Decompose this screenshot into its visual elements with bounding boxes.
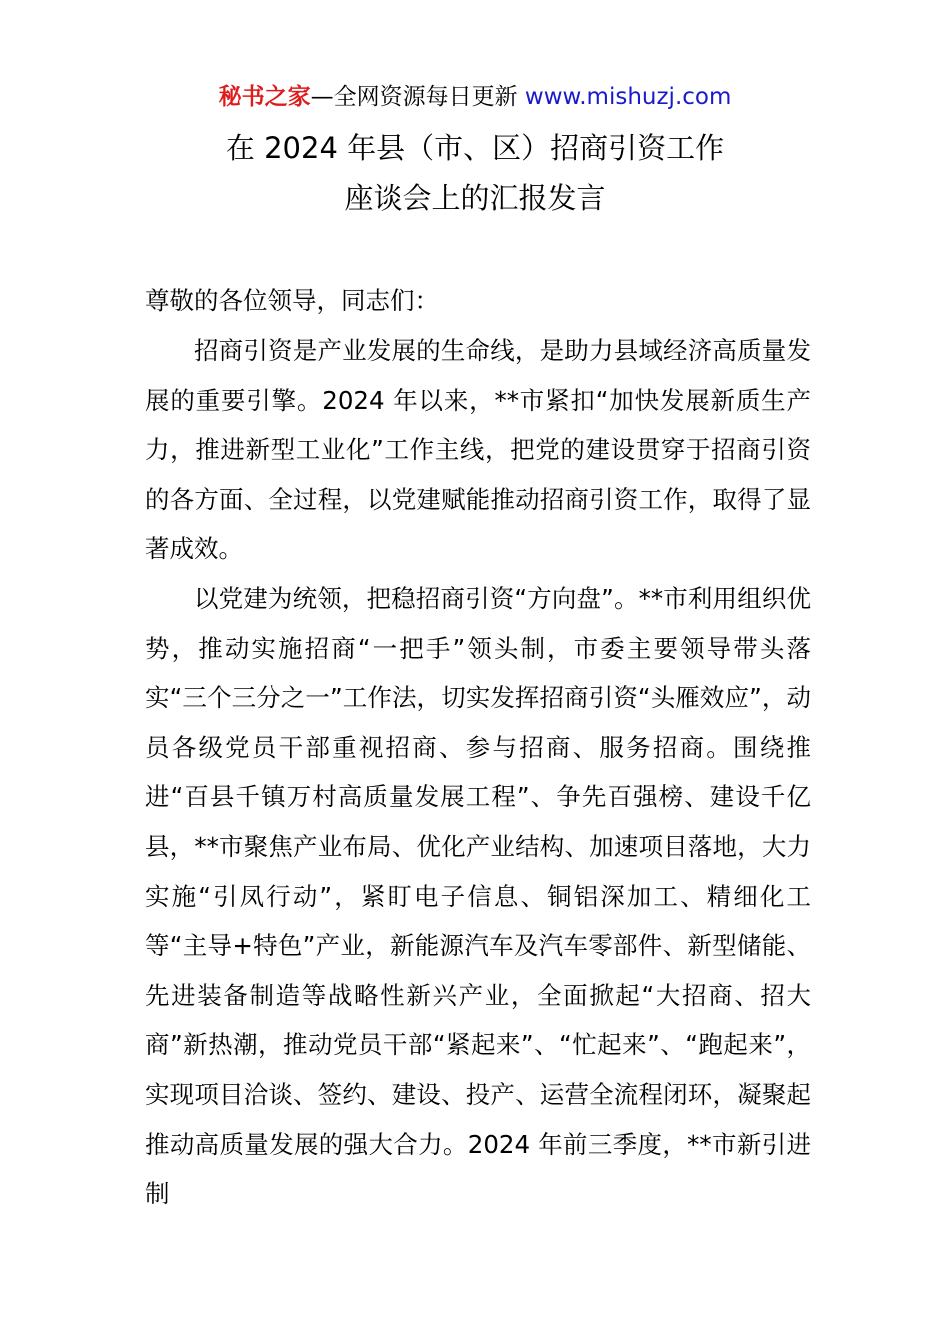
greeting: 尊敬的各位领导，同志们：: [145, 286, 439, 315]
document-title-line-2: 座谈会上的汇报发言: [344, 181, 606, 215]
document-title-line-1: 在 2024 年县（市、区）招商引资工作: [225, 131, 725, 165]
paragraph-2: 以党建为统领，把稳招商引资“方向盘”。**市利用组织优势，推动实施招商“一把手”领头制，市委主要领导带头落实“三个三分之一”工作法，切实发挥招商引资“头雁效应”，动员各级党员干部重视招商、参与招商、服务招商。围绕推进“百县千镇万村高质量发展工程”、争先百强榜、建设千亿县，**市聚焦产业布局、优化产业结构、加速项目落地，大力实施“引凤行动”，紧盯电子信息、铜铝深加工、精细化工等“主导+特色”产业，新能源汽车及汽车零部件、新型储能、先进装备制造等战略性新兴产业，全面掀起“大招商、招大商”新热潮，推动党员干部“紧起来”、“忙起来”、“跑起来”，实现项目洽谈、签约、建设、投产、运营全流程闭环，凝聚起推动高质量发展的强大合力。2024 年前三季度，**市新引进制: [145, 584, 811, 1209]
brand-name: 秘书之家: [218, 84, 311, 110]
site-header: [0, 82, 950, 112]
paragraph-1: 招商引资是产业发展的生命线，是助力县域经济高质量发展的重要引擎。2024 年以来，**市紧扣“加快发展新质生产力，推进新型工业化”工作主线，把党的建设贯穿于招商引资的各方面、全过程，以党建赋能推动招商引资工作，取得了显著成效。: [145, 336, 811, 564]
site-url-link[interactable]: www.mishuzj.com: [524, 84, 732, 110]
header-tagline: —全网资源每日更新: [310, 84, 525, 110]
